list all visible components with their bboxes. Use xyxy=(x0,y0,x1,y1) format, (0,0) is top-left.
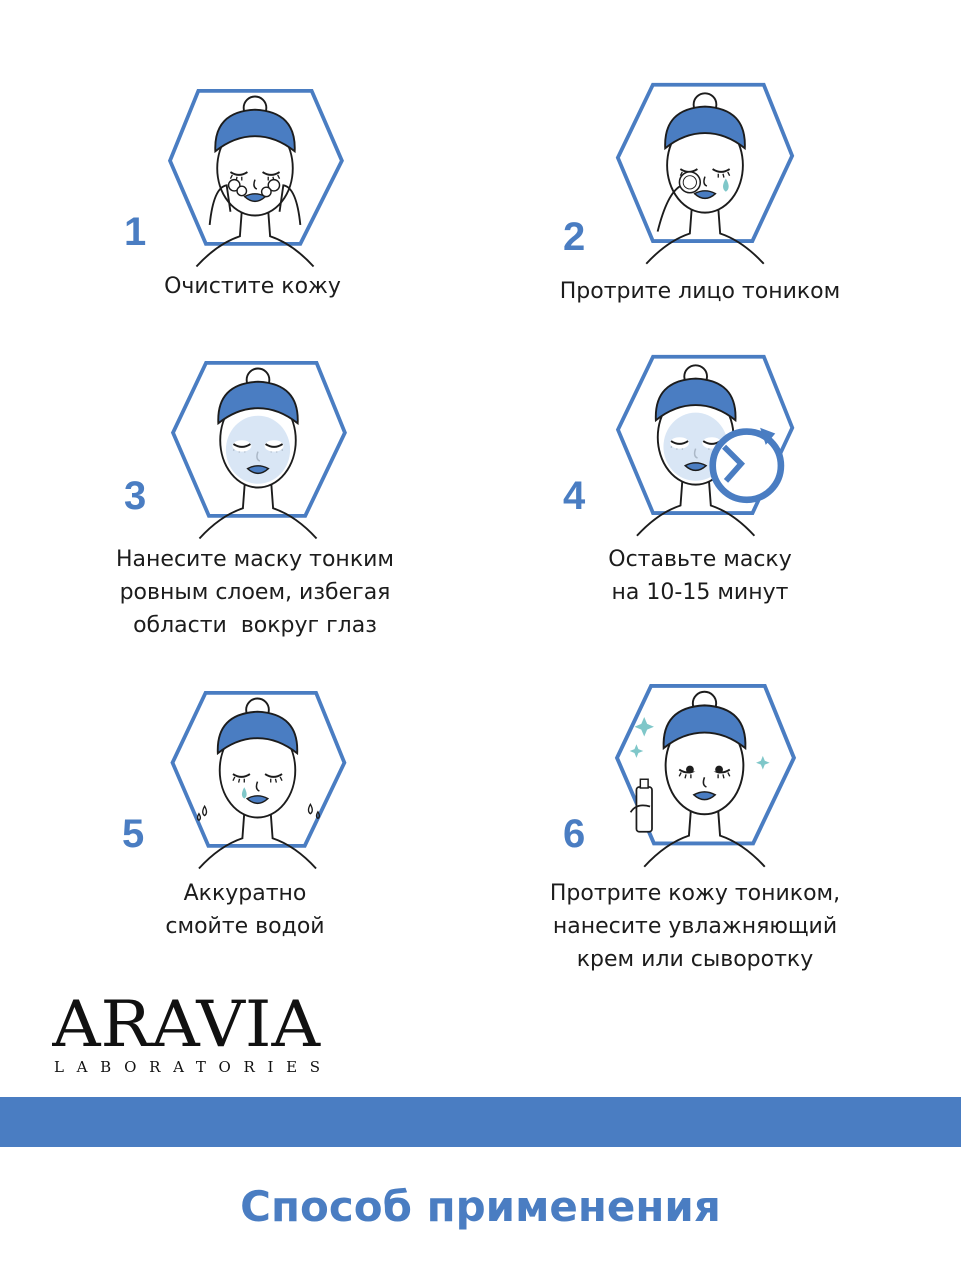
face-mask-timer-icon xyxy=(615,352,800,532)
step-number: 6 xyxy=(563,812,586,856)
step-caption: Нанесите маску тонким ровным слоем, избегая области вокруг глаз xyxy=(116,547,394,638)
step-number: 4 xyxy=(563,474,586,518)
step-number: 2 xyxy=(563,215,586,259)
footer-band xyxy=(0,1097,961,1147)
step-caption: Очистите кожу xyxy=(164,274,341,299)
brand-logo xyxy=(52,982,332,1082)
step-number: 5 xyxy=(122,812,145,856)
face-rinse-water-icon xyxy=(165,690,350,860)
step-number: 3 xyxy=(124,474,147,518)
step-caption: Оставьте маску на 10-15 минут xyxy=(608,547,792,605)
face-moisturizer-icon xyxy=(612,683,797,858)
page-title: Способ применения xyxy=(240,1182,721,1231)
step-caption: Протрите лицо тоником xyxy=(559,279,841,304)
svg-text:ARAVIA: ARAVIA xyxy=(52,988,321,1062)
svg-text:LABORATORIES: LABORATORIES xyxy=(54,1058,320,1076)
step-caption: Протрите кожу тоником, нанесите увлажняющий крем или сыворотку xyxy=(549,881,841,972)
face-toner-pad-icon xyxy=(615,80,795,260)
face-mask-applied-icon xyxy=(168,360,348,530)
step-caption: Аккуратно смойте водой xyxy=(165,881,325,939)
step-number: 1 xyxy=(124,210,147,254)
face-cleansing-icon xyxy=(165,88,345,258)
